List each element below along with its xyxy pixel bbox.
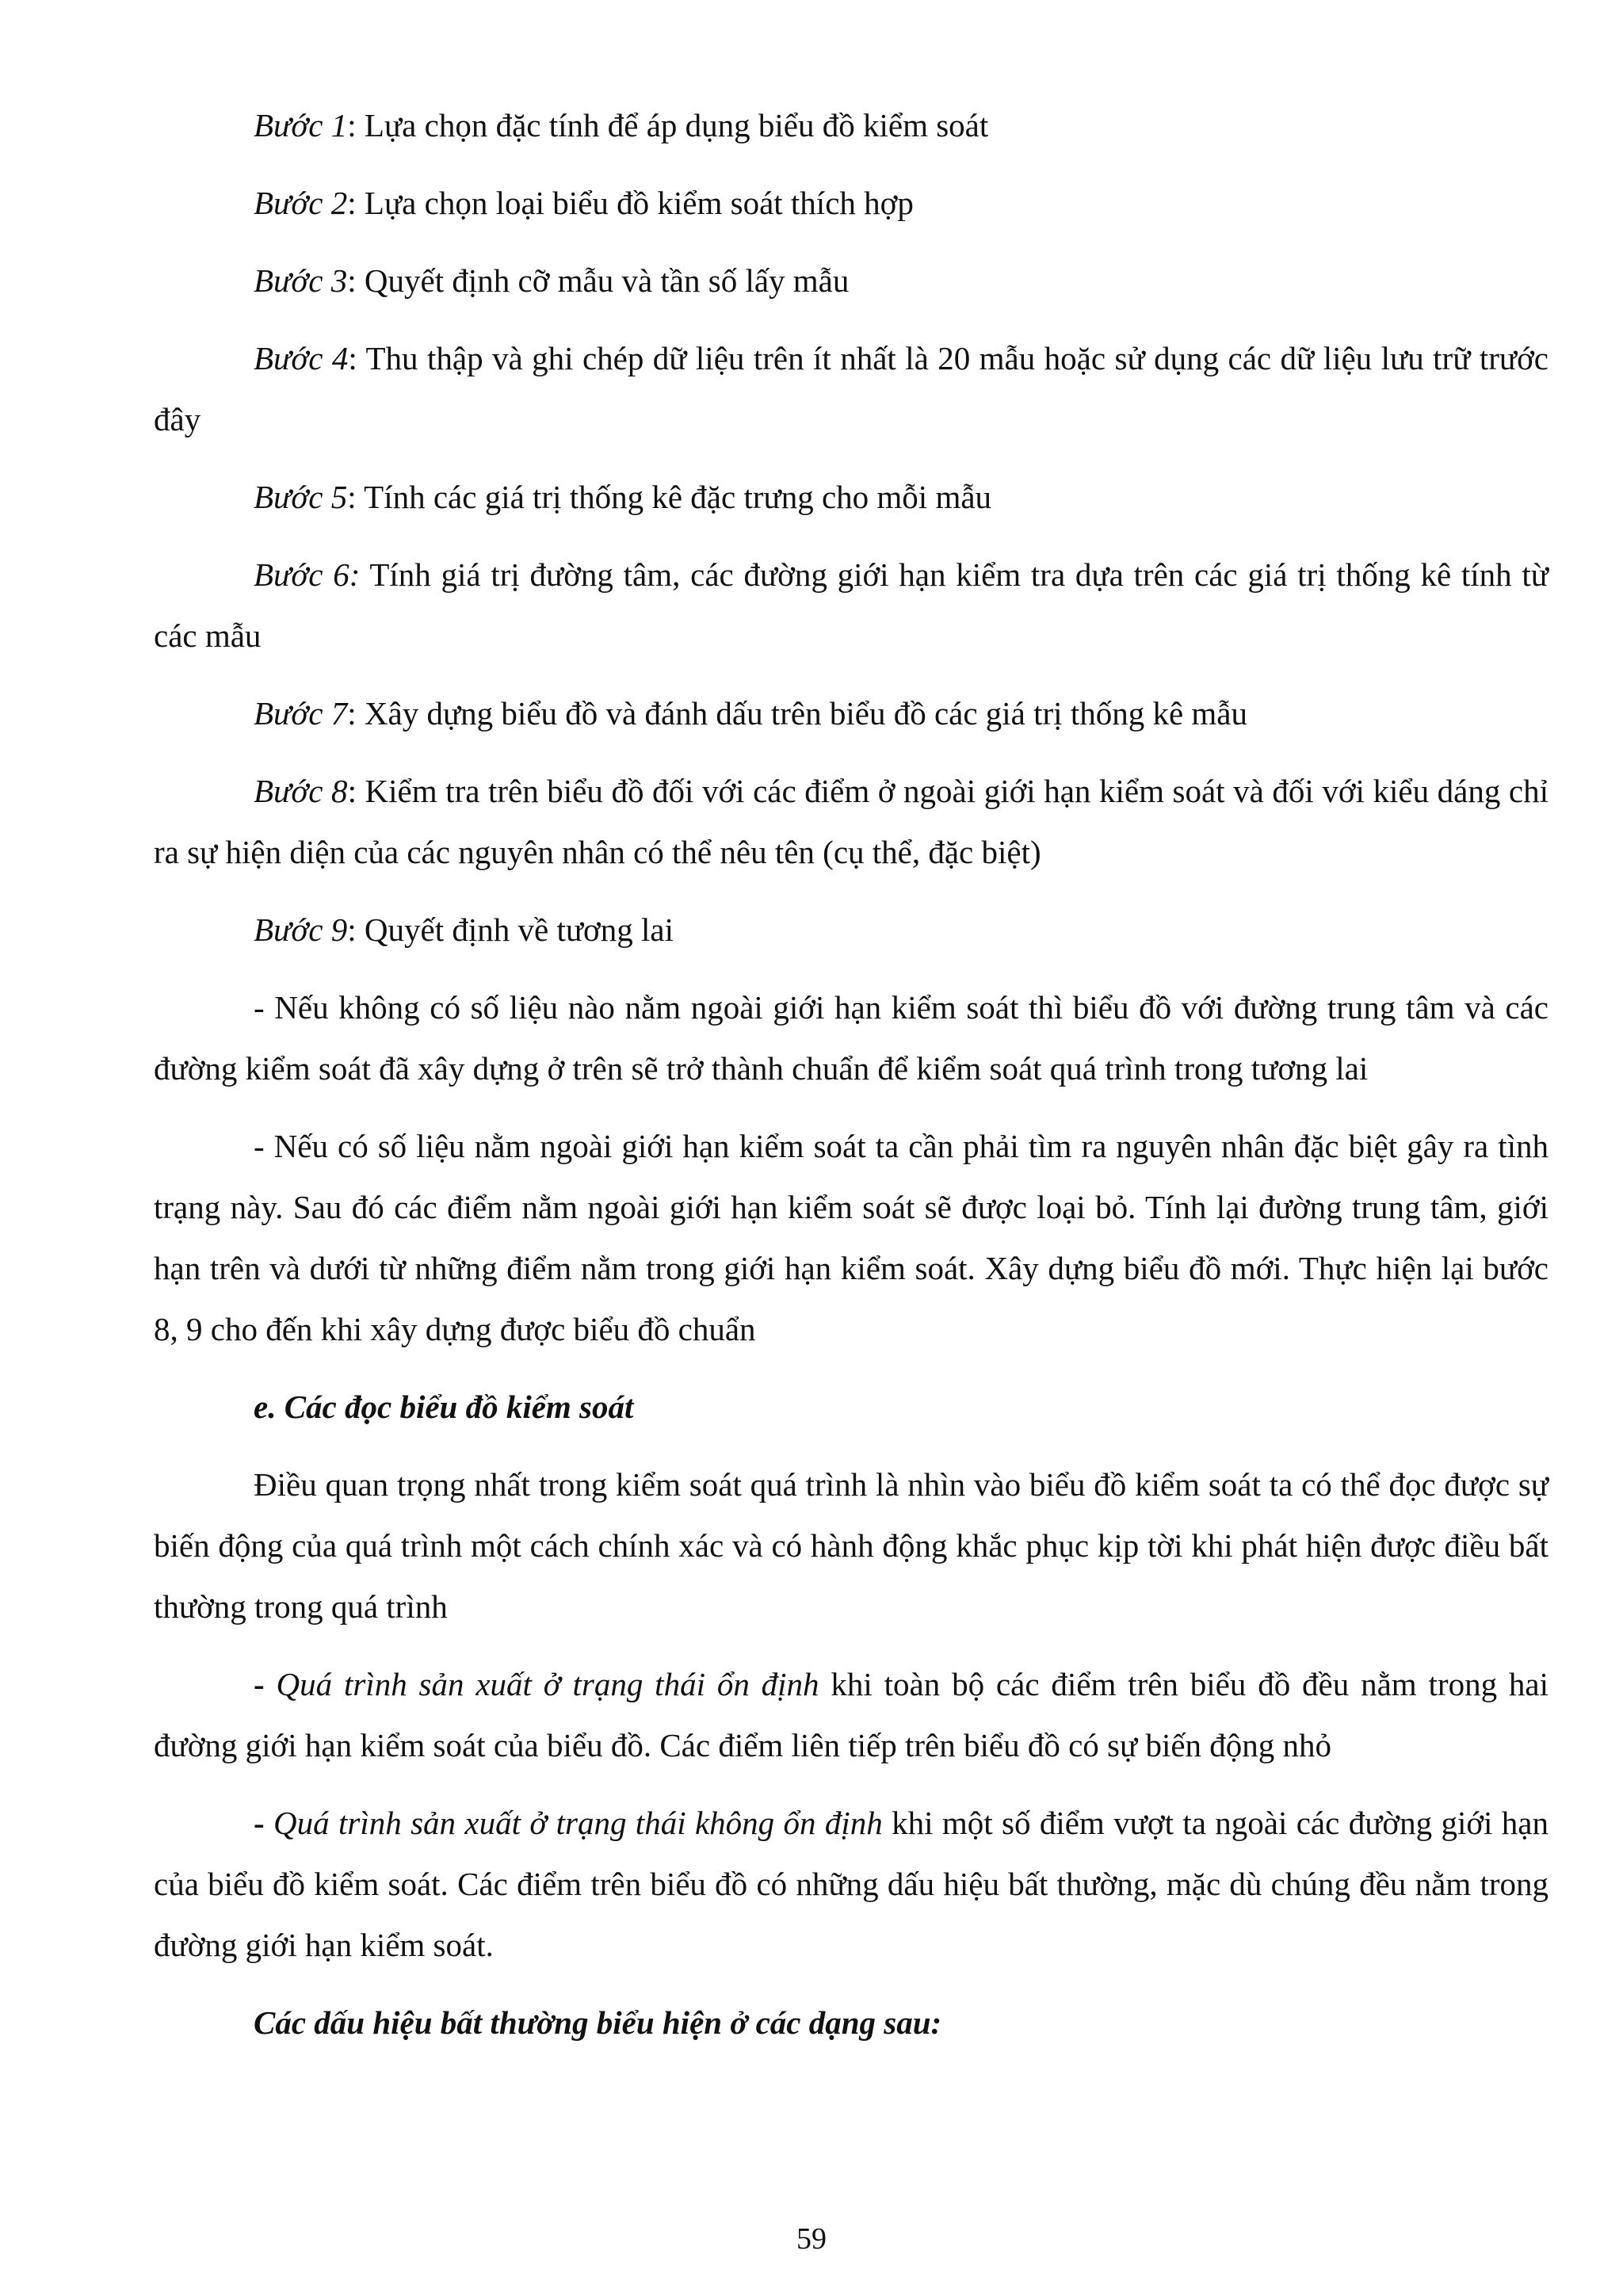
step-5 <box>154 467 1549 528</box>
step-text: Xây dựng biểu đồ và đánh dấu trên biểu đồ các giá trị thống kê mẫu <box>356 695 1247 732</box>
step-label: Bước 4 <box>254 340 349 376</box>
step-label: Bước 2 <box>254 185 348 221</box>
state-unstable <box>154 1793 1549 1976</box>
step-6 <box>154 544 1549 667</box>
step-text: Lựa chọn đặc tính để áp dụng biểu đồ kiểm soát <box>356 107 989 143</box>
step-text: Quyết định về tương lai <box>356 911 674 948</box>
step-separator: : <box>348 340 357 376</box>
section-heading: e. Các đọc biểu đồ kiểm soát <box>254 1389 634 1425</box>
step-label: Bước 8 <box>254 773 348 809</box>
document-page <box>154 95 1549 2070</box>
step-separator: : <box>347 773 357 809</box>
step-text: Thu thập và ghi chép dữ liệu trên ít nhất là 20 mẫu hoặc sử dụng các dữ liệu lưu trữ trước đây <box>154 340 1549 437</box>
step-3 <box>154 250 1549 311</box>
intro-paragraph: Điều quan trọng nhất trong kiểm soát quá trình là nhìn vào biểu đồ kiểm soát ta có thể đọc được sự biến động của quá trình một cách chính xác và có hành động khắc phục kịp tời khi phát hiện được điều bất thường trong quá trình <box>154 1466 1549 1625</box>
step-separator: : <box>347 911 357 948</box>
state-text: khi toàn bộ các điểm trên biểu đồ đều nằm trong hai đường giới hạn kiểm soát của biểu đồ. Các điểm liên tiếp trên biểu đồ có sự biến động nhỏ <box>154 1666 1549 1763</box>
step-7 <box>154 683 1549 744</box>
step-8 <box>154 761 1549 883</box>
step-9 <box>154 900 1549 961</box>
step-4 <box>154 328 1549 450</box>
step-separator: : <box>347 695 357 732</box>
step9-point-1: - Nếu không có số liệu nào nằm ngoài giới hạn kiểm soát thì biểu đồ với đường trung tâm và các đường kiểm soát đã xây dựng ở trên sẽ trở thành chuẩn để kiểm soát quá trình trong tương lai <box>154 989 1549 1087</box>
step-1 <box>154 95 1549 156</box>
step-separator: : <box>347 107 357 143</box>
step-text: Kiểm tra trên biểu đồ đối với các điểm ở ngoài giới hạn kiểm soát và đối với kiểu dáng chỉ ra sự hiện diện của các nguyên nhân có thể nêu tên (cụ thể, đặc biệt) <box>154 773 1549 870</box>
step-separator: : <box>347 185 357 221</box>
state-term: Quá trình sản xuất ở trạng thái ổn định <box>276 1666 819 1702</box>
page-number: 59 <box>796 2222 827 2256</box>
state-text: khi một số điểm vượt ta ngoài các đường giới hạn của biểu đồ kiểm soát. Các điểm trên biểu đồ có những dấu hiệu bất thường, mặc dù chúng đều nằm trong đường giới hạn kiểm soát. <box>154 1805 1549 1963</box>
state-term: Quá trình sản xuất ở trạng thái không ổn định <box>273 1805 883 1841</box>
step-text: Tính các giá trị thống kê đặc trưng cho mỗi mẫu <box>356 479 992 515</box>
step9-point-2: - Nếu có số liệu nằm ngoài giới hạn kiểm soát ta cần phải tìm ra nguyên nhân đặc biệt gây ra tình trạng này. Sau đó các điểm nằm ngoài giới hạn kiểm soát sẽ được loại bỏ. Tính lại đường trung tâm, giới hạn trên và dưới từ những điểm nằm trong giới hạn kiểm soát. Xây dựng biểu đồ mới. Thực hiện lại bước 8, 9 cho đến khi xây dựng được biểu đồ chuẩn <box>154 1128 1549 1347</box>
bullet-dash: - <box>254 1666 277 1702</box>
closing-heading: Các dấu hiệu bất thường biểu hiện ở các dạng sau: <box>254 2004 942 2041</box>
step-label: Bước 3 <box>254 262 348 299</box>
step-label: Bước 5 <box>254 479 348 515</box>
step-text: Tính giá trị đường tâm, các đường giới hạn kiểm tra dựa trên các giá trị thống kê tính từ các mẫu <box>154 556 1549 654</box>
step-text: Lựa chọn loại biểu đồ kiểm soát thích hợp <box>356 185 914 221</box>
bullet-dash: - <box>254 1805 274 1841</box>
step-label: Bước 9 <box>254 911 348 948</box>
state-stable <box>154 1654 1549 1776</box>
step-text: Quyết định cỡ mẫu và tần số lấy mẫu <box>356 262 850 299</box>
step-2 <box>154 173 1549 234</box>
step-separator: : <box>347 479 357 515</box>
step-label: Bước 6: <box>254 556 361 593</box>
step-label: Bước 7 <box>254 695 348 732</box>
step-separator: : <box>347 262 357 299</box>
step-label: Bước 1 <box>254 107 348 143</box>
